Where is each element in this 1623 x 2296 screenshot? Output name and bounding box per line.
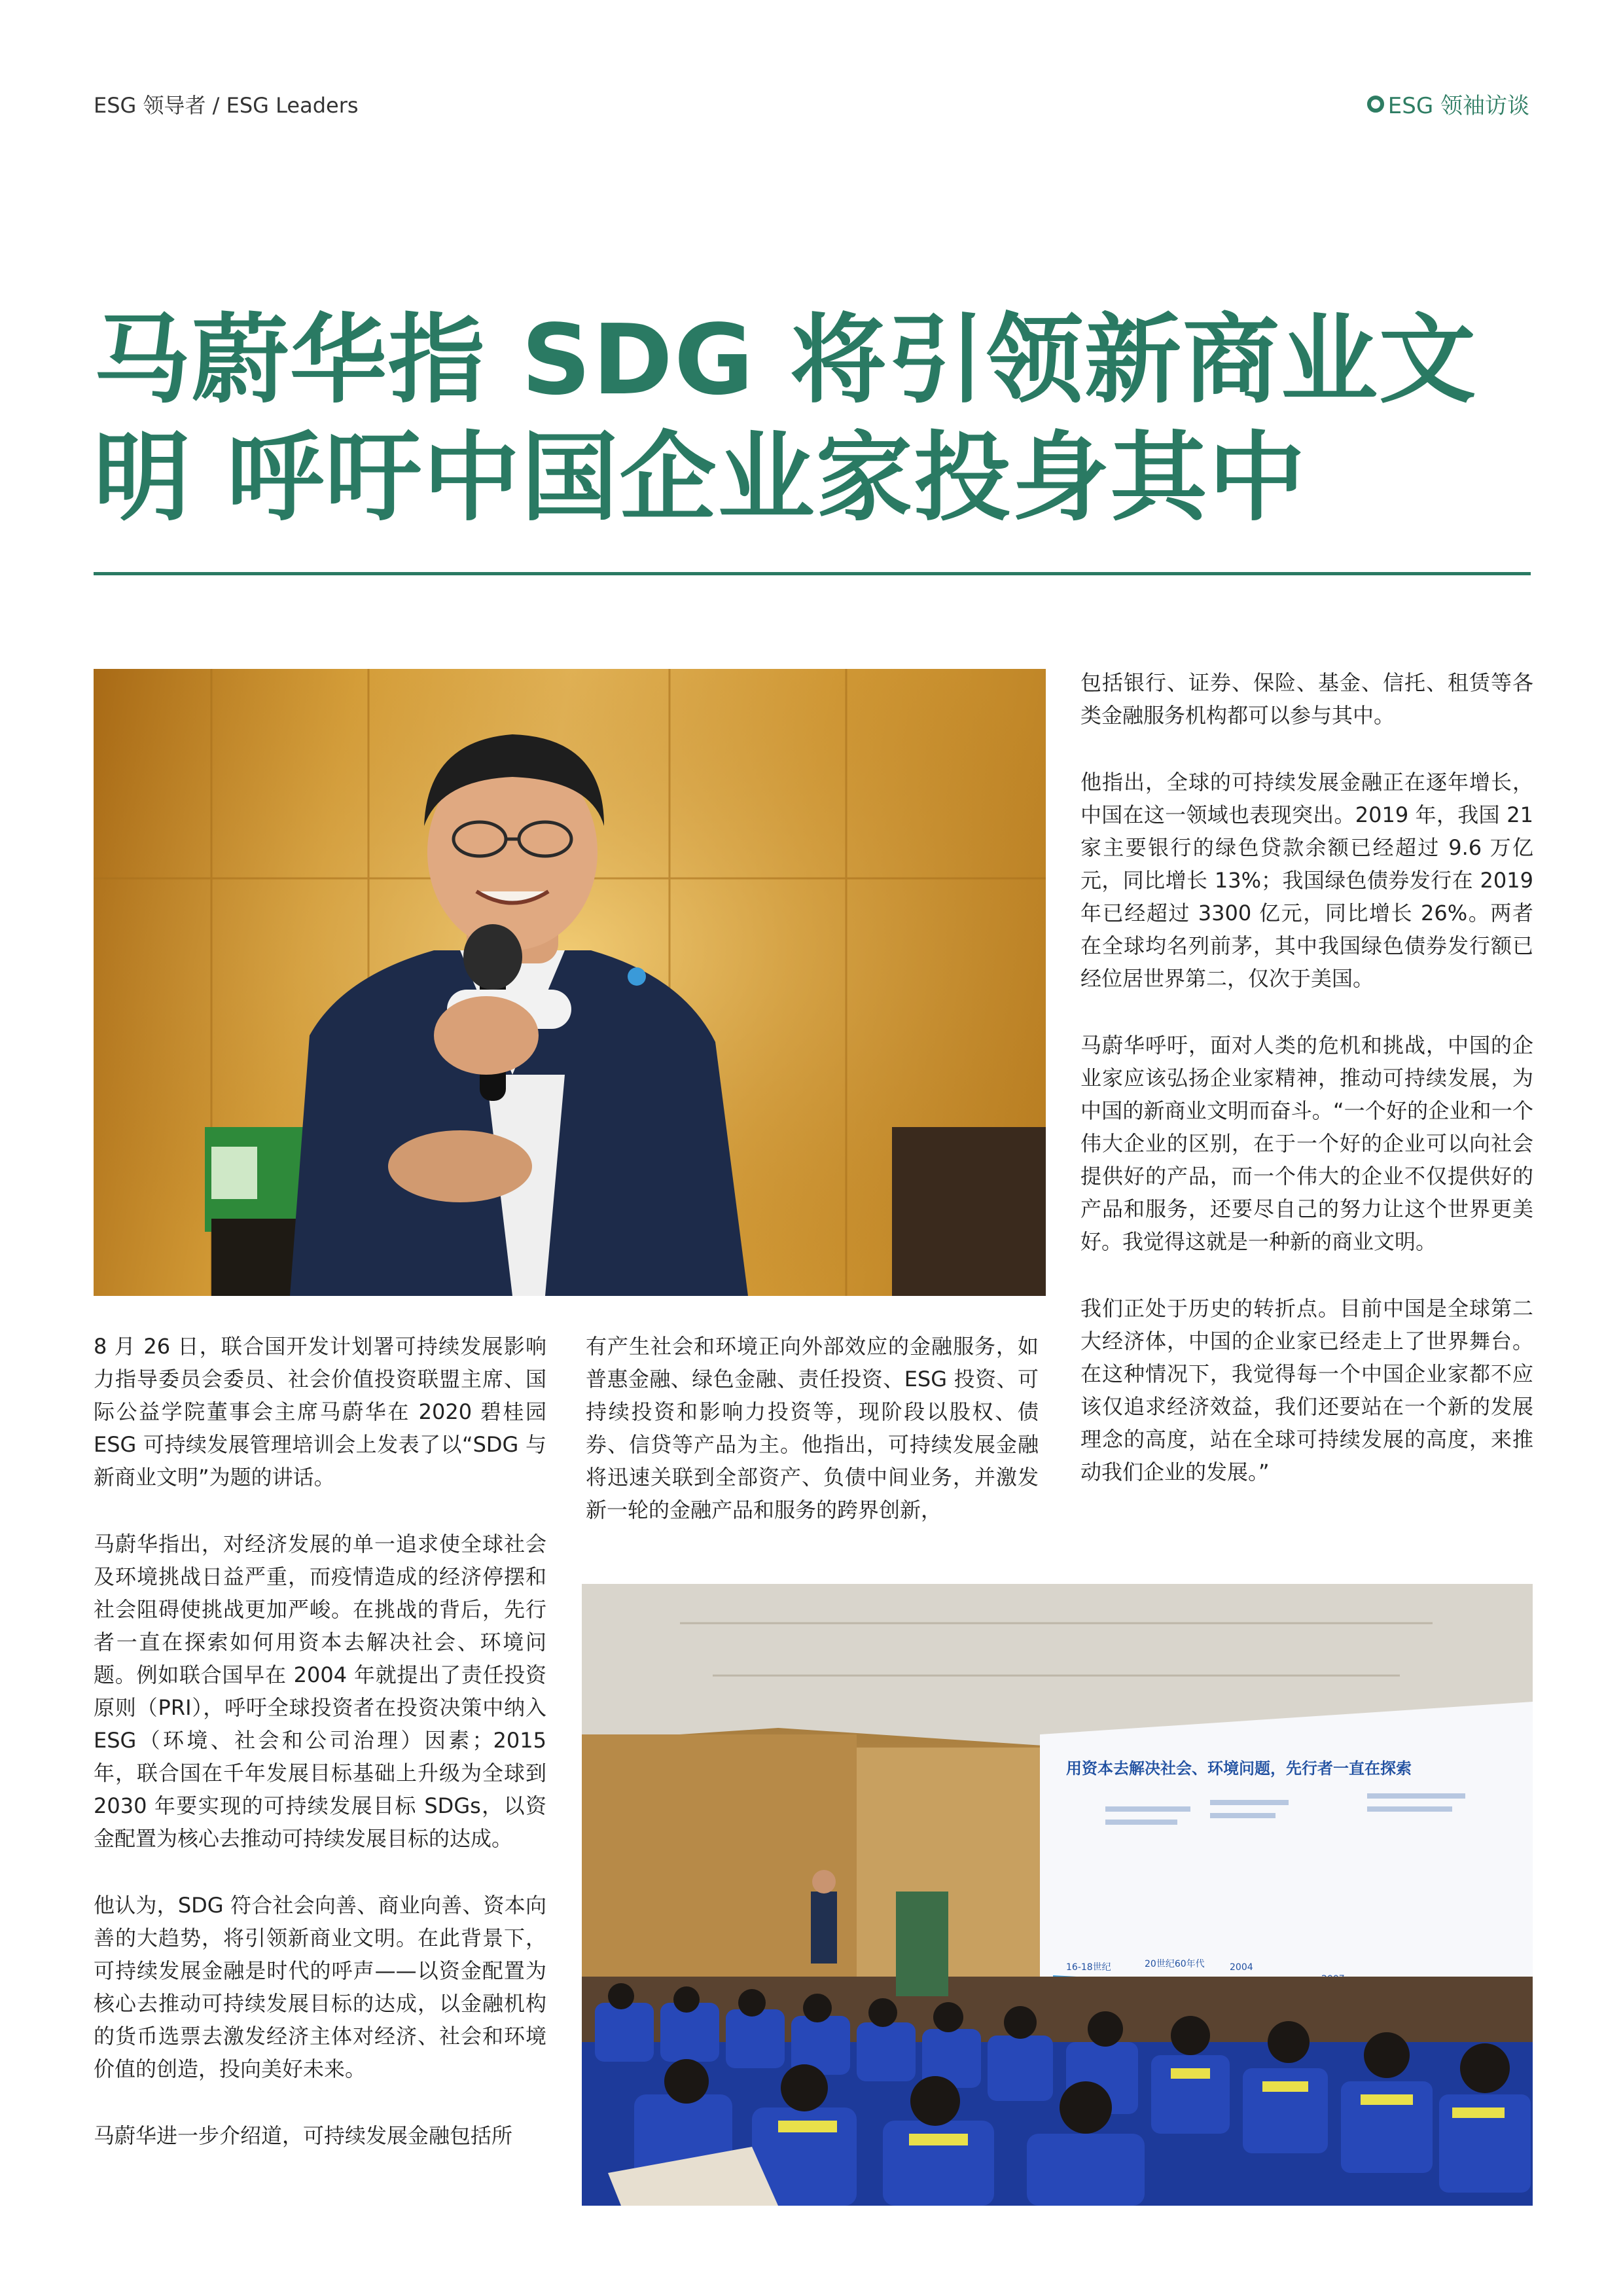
- paragraph: 我们正处于历史的转折点。目前中国是全球第二大经济体，中国的企业家已经走上了世界舞台。在这种情况下，我觉得每一个中国企业家都不应该仅追求经济效益，我们还要站在一个新的发展理念的高度，站在全球可持续发展的高度，来推动我们企业的发展。”: [1080, 1296, 1533, 1484]
- slide-year-3: 2004: [1230, 1962, 1253, 1973]
- circle-icon: [1367, 96, 1384, 113]
- article-title: 马蔚华指 SDG 将引领新商业文明 呼吁中国企业家投身其中: [94, 304, 1477, 534]
- paragraph: 包括银行、证券、保险、基金、信托、租赁等各类金融服务机构都可以参与其中。: [1080, 670, 1533, 728]
- slide-heading: 用资本去解决社会、环境问题，先行者一直在探索: [1066, 1759, 1412, 1778]
- lecture-hall-photo: [582, 1584, 1533, 2206]
- text-column-3: [1080, 666, 1533, 1522]
- paragraph: 有产生社会和环境正向外部效应的金融服务，如普惠金融、绿色金融、责任投资、ESG 投资、可持续投资和影响力投资等，现阶段以股权、债券、信贷等产品为主。他指出，可持续发展金融将迅速关联到全部资产、负债中间业务，并激发新一轮的金融产品和服务的跨界创新，: [586, 1334, 1039, 1522]
- lecture-hall-art: [582, 1584, 1533, 2206]
- running-header: ESG 领导者 / ESG Leaders: [94, 93, 359, 118]
- paragraph: 马蔚华进一步介绍道，可持续发展金融包括所: [94, 2123, 513, 2148]
- text-column-1: [94, 1330, 546, 2186]
- paragraph: 8 月 26 日，联合国开发计划署可持续发展影响力指导委员会委员、社会价值投资联盟主席、国际公益学院董事会主席马蔚华在 2020 碧桂园 ESG 可持续发展管理培训会上发表了以“SDG 与新商业文明”为题的讲话。: [94, 1334, 546, 1490]
- paragraph: 马蔚华指出，对经济发展的单一追求使全球社会及环境挑战日益严重，而疫情造成的经济停摆和社会阻碍使挑战更加严峻。在挑战的背后，先行者一直在探索如何用资本去解决社会、环境问题。例如联合国早在 2004 年就提出了责任投资原则（PRI），呼吁全球投资者在投资决策中纳入 ESG（环境、社会和公司治理）因素；2015 年，联合国在千年发展目标基础上升级为全球到 2030 年要实现的可持续发展目标 SDGs，以资金配置为核心去推动可持续发展目标的达成。: [94, 1532, 546, 1851]
- section-tag-label: ESG 领袖访谈: [1387, 93, 1529, 119]
- speaker-photo: [94, 669, 1046, 1296]
- slide-year-1: 16-18世纪: [1066, 1962, 1111, 1973]
- section-tag: [1367, 88, 1529, 120]
- text-column-2: [586, 1330, 1039, 1560]
- paragraph: 他认为，SDG 符合社会向善、商业向善、资本向善的大趋势，将引领新商业文明。在此背景下，可持续发展金融是时代的呼声——以资金配置为核心去推动可持续发展目标的达成，以金融机构的货币选票去激发经济主体对经济、社会和环境价值的创造，投向美好未来。: [94, 1893, 546, 2081]
- paragraph: 他指出，全球的可持续发展金融正在逐年增长，中国在这一领域也表现突出。2019 年，我国 21 家主要银行的绿色贷款余额已经超过 9.6 万亿元，同比增长 13%；我国绿色债券发行在 2019 年已经超过 3300 亿元，同比增长 26%。两者在全球均名列前茅，其中我国绿色债券发行额已经位居世界第二，仅次于美国。: [1080, 770, 1533, 991]
- title-divider: [94, 572, 1531, 575]
- paragraph: 马蔚华呼吁，面对人类的危机和挑战，中国的企业家应该弘扬企业家精神，推动可持续发展，为中国的新商业文明而奋斗。“一个好的企业和一个伟大企业的区别，在于一个好的企业可以向社会提供好的产品，而一个伟大的企业不仅提供好的产品和服务，还要尽自己的努力让这个世界更美好。我觉得这就是一种新的商业文明。: [1080, 1033, 1533, 1254]
- speaker-photo-art: [94, 669, 1046, 1296]
- slide-year-2: 20世纪60年代: [1145, 1959, 1205, 1969]
